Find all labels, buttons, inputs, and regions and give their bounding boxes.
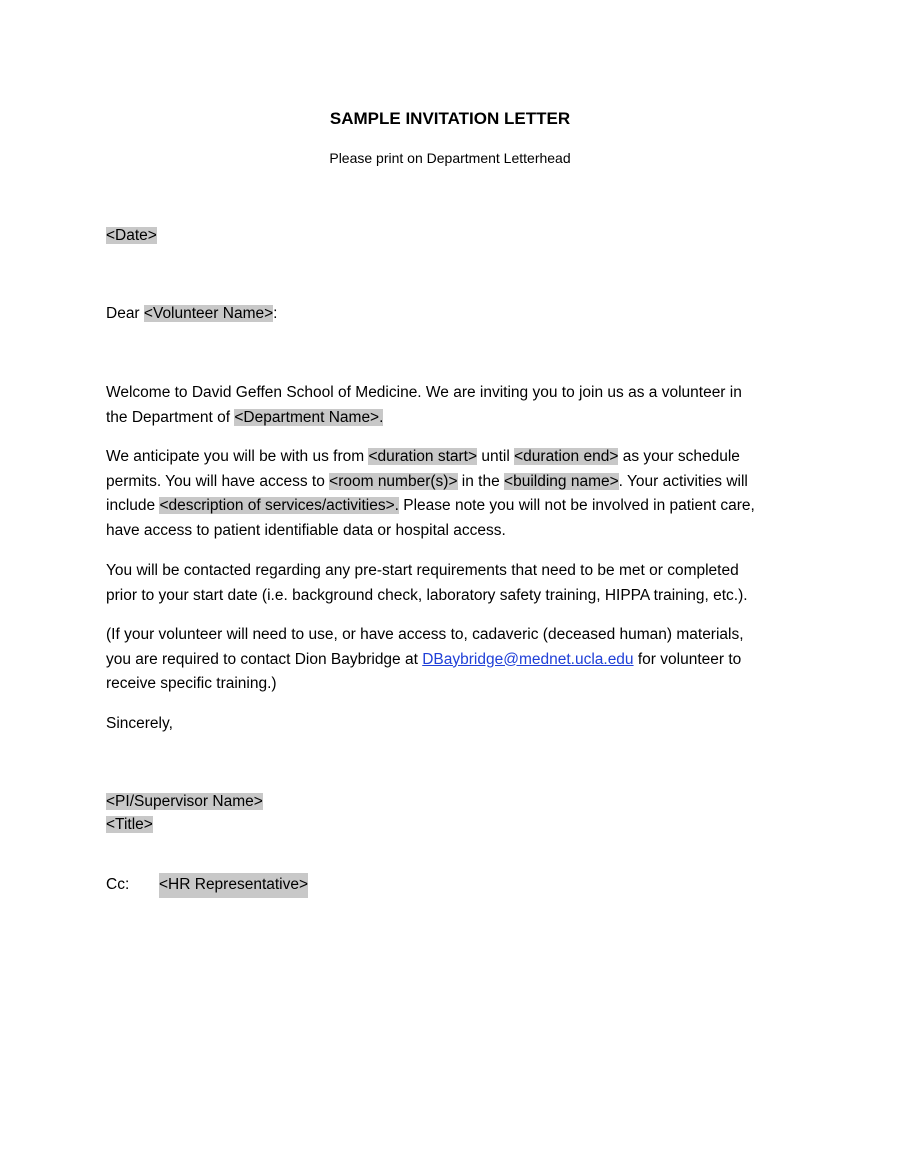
signature-block	[106, 790, 806, 836]
signature-name-line	[106, 790, 806, 813]
text-segment: We anticipate you will be with us from	[106, 448, 369, 465]
paragraph-schedule	[106, 445, 806, 543]
salutation	[106, 302, 806, 327]
cc-line	[106, 873, 806, 898]
text-segment: as your schedule	[618, 448, 740, 465]
paragraph-line	[106, 406, 806, 431]
paragraph-line	[106, 445, 806, 470]
room-number-placeholder: <room number(s)>	[329, 472, 458, 490]
paragraph-line	[106, 470, 806, 495]
department-prefix: the Department of	[106, 408, 235, 426]
volunteer-name-placeholder: <Volunteer Name>	[143, 305, 274, 322]
closing: Sincerely,	[106, 715, 173, 732]
title-placeholder: <Title>	[106, 816, 153, 833]
text-segment: for volunteer to	[633, 650, 742, 668]
text-segment: until	[477, 448, 515, 465]
paragraph-line	[106, 494, 806, 519]
date-line	[106, 224, 806, 249]
paragraph-line: Welcome to David Geffen School of Medicine. We are inviting you to join us as a volunteer in	[106, 384, 742, 401]
signature-title-line	[106, 813, 806, 836]
duration-start-placeholder: <duration start>	[368, 448, 478, 465]
paragraph-line: prior to your start date (i.e. background check, laboratory safety training, HIPPA training, etc.).	[106, 586, 748, 604]
supervisor-name-placeholder: <PI/Supervisor Name>	[106, 793, 263, 810]
cc-label: Cc:	[106, 876, 130, 893]
text-segment: include	[106, 497, 160, 514]
paragraph-line	[106, 648, 806, 673]
paragraph-cadaveric	[106, 623, 806, 697]
services-placeholder: <description of services/activities>.	[159, 497, 399, 514]
paragraph-requirements	[106, 559, 806, 608]
duration-end-placeholder: <duration end>	[514, 448, 619, 465]
salutation-colon: :	[273, 305, 278, 322]
text-segment: . Your activities will	[618, 472, 748, 490]
text-segment: Please note you will not be involved in patient care,	[398, 497, 755, 514]
page-title: SAMPLE INVITATION LETTER	[329, 109, 571, 128]
building-name-placeholder: <building name>	[504, 472, 619, 490]
department-name-placeholder: <Department Name>.	[234, 408, 384, 426]
paragraph-line: (If your volunteer will need to use, or have access to, cadaveric (deceased human) materials,	[106, 626, 744, 643]
salutation-dear: Dear	[106, 305, 144, 322]
text-segment: permits. You will have access to	[106, 472, 330, 490]
paragraph-line: have access to patient identifiable data or hospital access.	[106, 521, 506, 539]
date-placeholder: <Date>	[106, 227, 157, 244]
text-segment: you are required to contact Dion Baybridge at	[106, 650, 423, 668]
page-subtitle: Please print on Department Letterhead	[329, 150, 571, 166]
paragraph-line: You will be contacted regarding any pre-start requirements that need to be met or completed	[106, 562, 739, 579]
text-segment: in the	[457, 472, 505, 490]
paragraph-welcome	[106, 381, 806, 430]
paragraph-line: receive specific training.)	[106, 675, 277, 692]
hr-representative-placeholder: <HR Representative>	[159, 873, 308, 898]
contact-email-link[interactable]: DBaybridge@mednet.ucla.edu	[422, 650, 634, 668]
